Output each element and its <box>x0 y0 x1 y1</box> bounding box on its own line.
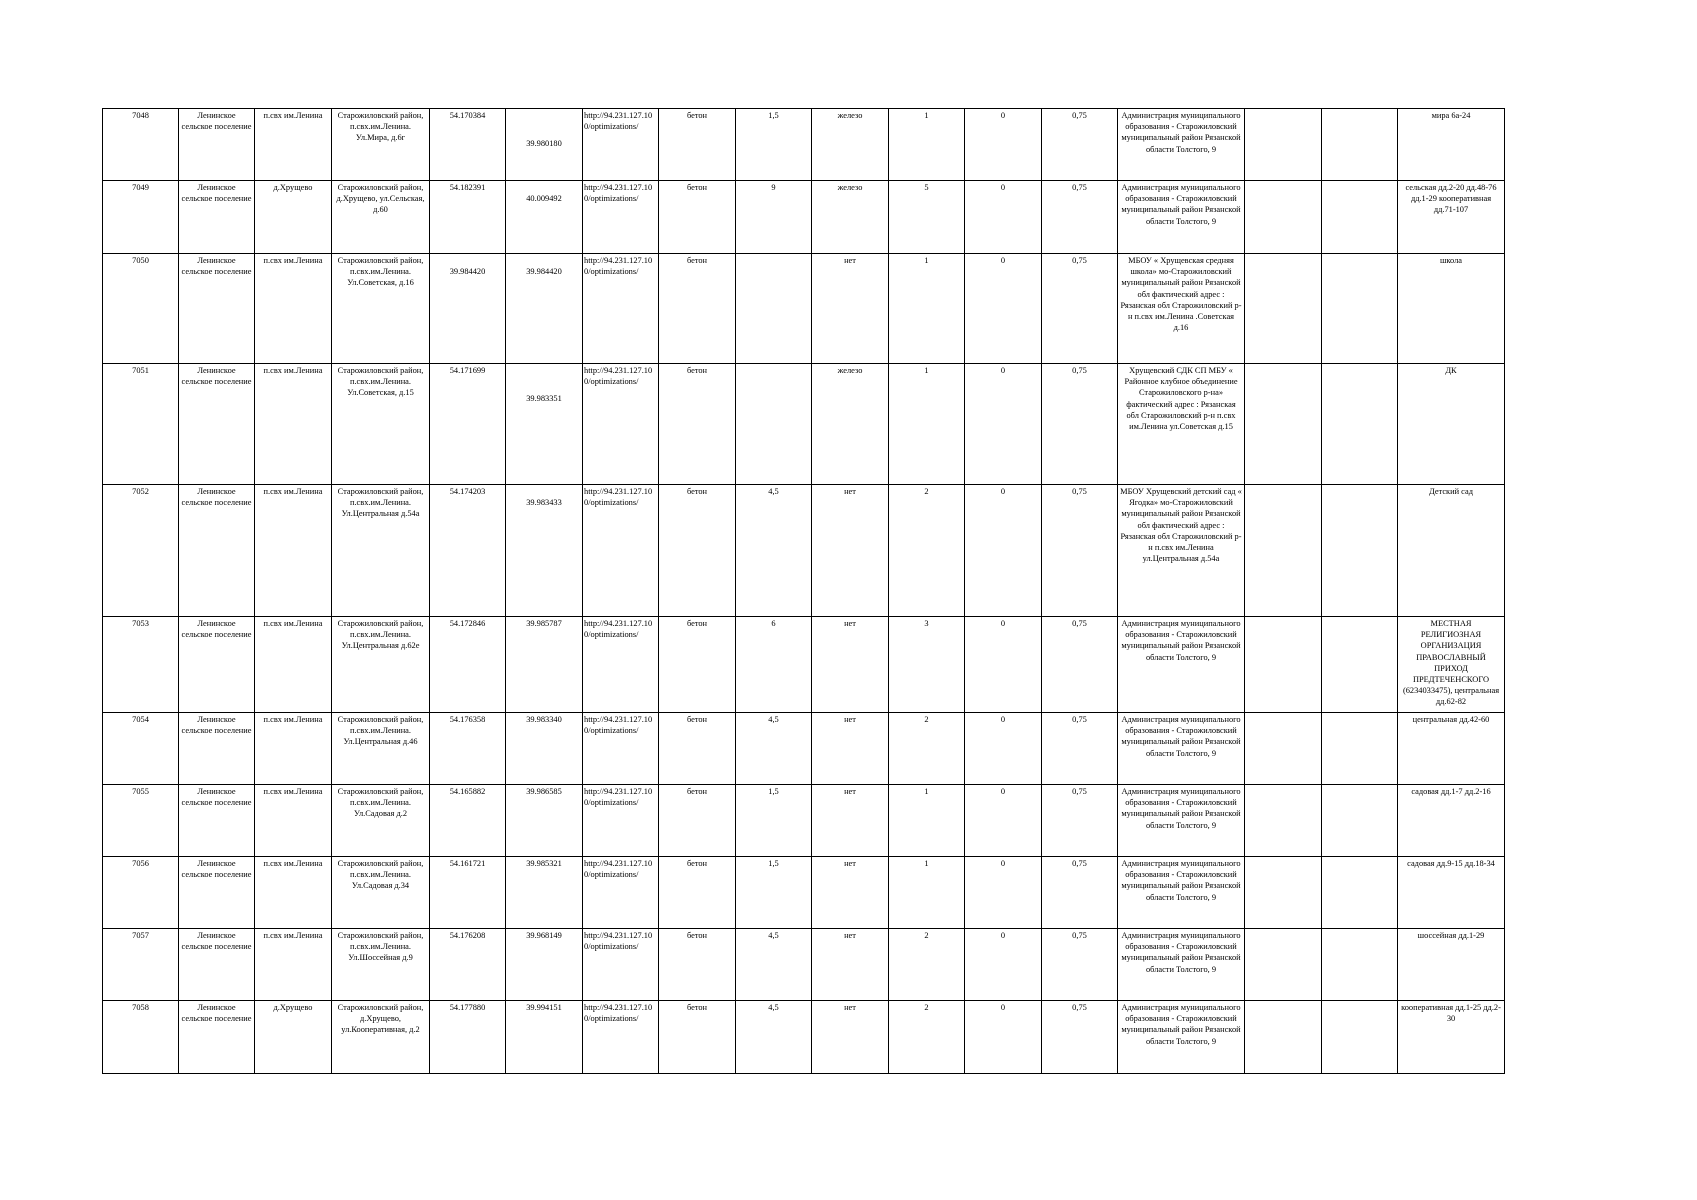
surface-cell: бетон <box>659 785 736 857</box>
area-cell <box>736 364 812 485</box>
latitude-cell <box>430 929 506 1001</box>
waste-sites-table <box>102 108 1505 1074</box>
empty-cell <box>1322 254 1398 364</box>
fence-cell: нет <box>812 254 889 364</box>
latitude-cell <box>430 617 506 713</box>
table-row <box>103 364 1505 485</box>
latitude-cell <box>430 485 506 617</box>
volume-cell: 0,75 <box>1042 929 1118 1001</box>
site-id: 7054 <box>103 713 179 785</box>
containers-cell: 1 <box>889 364 965 485</box>
latitude-cell <box>430 254 506 364</box>
fence-cell: железо <box>812 181 889 254</box>
fence-cell: нет <box>812 713 889 785</box>
empty-cell <box>1245 857 1322 929</box>
table-row <box>103 929 1505 1001</box>
empty-cell <box>1322 1001 1398 1074</box>
empty-cell <box>1245 254 1322 364</box>
locality-cell: д.Хрущево <box>255 181 332 254</box>
containers-cell: 2 <box>889 929 965 1001</box>
longitude-cell <box>506 929 583 1001</box>
containers-cell: 1 <box>889 109 965 181</box>
volume-cell: 0,75 <box>1042 617 1118 713</box>
latitude-cell <box>430 713 506 785</box>
address-cell: Старожиловский район, п.свх.им.Ленина. Ул.Центральная д.62е <box>332 617 430 713</box>
longitude-cell <box>506 713 583 785</box>
map-link[interactable]: http://94.231.127.100/optimizations/ <box>583 254 659 364</box>
fence-cell: нет <box>812 1001 889 1074</box>
owner-cell: Хрущевский СДК СП МБУ « Районное клубное объединение Старожиловского р-на» фактический адрес : Рязанская обл Старожиловский р-н п.свх им.Ленина ул.Советская д.15 <box>1118 364 1245 485</box>
site-id: 7048 <box>103 109 179 181</box>
longitude-cell <box>506 485 583 617</box>
table-row <box>103 785 1505 857</box>
longitude-value: 39.983351 <box>526 394 562 403</box>
locality-cell: п.свх им.Ленина <box>255 109 332 181</box>
owner-cell: Администрация муниципального образования - Старожиловский муниципальный район Рязанской области Толстого, 9 <box>1118 181 1245 254</box>
address-cell: Старожиловский район, п.свх.им.Ленина. Ул.Шоссейная д.9 <box>332 929 430 1001</box>
empty-cell <box>1322 364 1398 485</box>
sources-cell: школа <box>1398 254 1505 364</box>
table-row <box>103 713 1505 785</box>
settlement-cell: Ленинское сельское поселение <box>179 785 255 857</box>
address-cell: Старожиловский район, п.свх.им.Ленина. Ул.Садовая д.34 <box>332 857 430 929</box>
longitude-value: 39.980180 <box>526 139 562 148</box>
surface-cell: бетон <box>659 181 736 254</box>
map-link[interactable]: http://94.231.127.100/optimizations/ <box>583 929 659 1001</box>
map-link[interactable]: http://94.231.127.100/optimizations/ <box>583 713 659 785</box>
empty-cell <box>1322 929 1398 1001</box>
longitude-value: 39.983340 <box>526 715 562 724</box>
owner-cell: Администрация муниципального образования - Старожиловский муниципальный район Рязанской области Толстого, 9 <box>1118 857 1245 929</box>
empty-cell <box>1245 1001 1322 1074</box>
site-id: 7050 <box>103 254 179 364</box>
longitude-cell <box>506 364 583 485</box>
empty-cell <box>1322 109 1398 181</box>
settlement-cell: Ленинское сельское поселение <box>179 1001 255 1074</box>
locality-cell: д.Хрущево <box>255 1001 332 1074</box>
extra-cell: 0 <box>965 857 1042 929</box>
empty-cell <box>1245 485 1322 617</box>
empty-cell <box>1245 181 1322 254</box>
latitude-value: 54.174203 <box>449 487 486 496</box>
address-cell: Старожиловский район, п.свх.им.Ленина. Ул.Мира, д.6г <box>332 109 430 181</box>
longitude-cell <box>506 617 583 713</box>
extra-cell: 0 <box>965 181 1042 254</box>
surface-cell: бетон <box>659 1001 736 1074</box>
empty-cell <box>1245 713 1322 785</box>
fence-cell: железо <box>812 109 889 181</box>
containers-cell: 1 <box>889 857 965 929</box>
surface-cell: бетон <box>659 617 736 713</box>
longitude-cell <box>506 785 583 857</box>
latitude-cell <box>430 364 506 485</box>
sources-cell: кооперативная дд.1-25 дд.2-30 <box>1398 1001 1505 1074</box>
owner-cell: Администрация муниципального образования - Старожиловский муниципальный район Рязанской области Толстого, 9 <box>1118 109 1245 181</box>
owner-cell: Администрация муниципального образования - Старожиловский муниципальный район Рязанской области Толстого, 9 <box>1118 713 1245 785</box>
locality-cell: п.свх им.Ленина <box>255 485 332 617</box>
locality-cell: п.свх им.Ленина <box>255 785 332 857</box>
empty-cell <box>1245 109 1322 181</box>
volume-cell: 0,75 <box>1042 857 1118 929</box>
volume-cell: 0,75 <box>1042 485 1118 617</box>
longitude-value: 39.986585 <box>526 787 562 796</box>
containers-cell: 2 <box>889 713 965 785</box>
site-id: 7057 <box>103 929 179 1001</box>
surface-cell: бетон <box>659 929 736 1001</box>
latitude-cell <box>430 1001 506 1074</box>
latitude-value: 54.176208 <box>449 931 486 940</box>
table-row <box>103 485 1505 617</box>
address-cell: Старожиловский район, п.свх.им.Ленина. Ул.Советская, д.15 <box>332 364 430 485</box>
fence-cell: нет <box>812 485 889 617</box>
area-cell: 4,5 <box>736 929 812 1001</box>
fence-cell: нет <box>812 929 889 1001</box>
table-row <box>103 254 1505 364</box>
area-cell <box>736 254 812 364</box>
sources-cell: мира 6а-24 <box>1398 109 1505 181</box>
latitude-cell <box>430 181 506 254</box>
site-id: 7056 <box>103 857 179 929</box>
surface-cell: бетон <box>659 109 736 181</box>
empty-cell <box>1245 785 1322 857</box>
empty-cell <box>1245 929 1322 1001</box>
locality-cell: п.свх им.Ленина <box>255 713 332 785</box>
empty-cell <box>1322 485 1398 617</box>
sources-cell: ДК <box>1398 364 1505 485</box>
site-id: 7058 <box>103 1001 179 1074</box>
address-cell: Старожиловский район, п.свх.им.Ленина. Ул.Центральная д.46 <box>332 713 430 785</box>
longitude-value: 39.985321 <box>526 859 562 868</box>
extra-cell: 0 <box>965 1001 1042 1074</box>
owner-cell: Администрация муниципального образования - Старожиловский муниципальный район Рязанской области Толстого, 9 <box>1118 617 1245 713</box>
surface-cell: бетон <box>659 364 736 485</box>
address-cell: Старожиловский район, д.Хрущево, ул.Кооперативная, д.2 <box>332 1001 430 1074</box>
site-id: 7051 <box>103 364 179 485</box>
sources-cell: садовая дд.9-15 дд.18-34 <box>1398 857 1505 929</box>
empty-cell <box>1322 713 1398 785</box>
map-link[interactable]: http://94.231.127.100/optimizations/ <box>583 181 659 254</box>
owner-cell: Администрация муниципального образования - Старожиловский муниципальный район Рязанской области Толстого, 9 <box>1118 1001 1245 1074</box>
longitude-cell <box>506 254 583 364</box>
table-row <box>103 617 1505 713</box>
address-cell: Старожиловский район, п.свх.им.Ленина. Ул.Советская, д.16 <box>332 254 430 364</box>
area-cell: 4,5 <box>736 713 812 785</box>
surface-cell: бетон <box>659 713 736 785</box>
sources-cell: шоссейная дд.1-29 <box>1398 929 1505 1001</box>
latitude-cell <box>430 857 506 929</box>
settlement-cell: Ленинское сельское поселение <box>179 181 255 254</box>
map-link[interactable]: http://94.231.127.100/optimizations/ <box>583 109 659 181</box>
area-cell: 1,5 <box>736 857 812 929</box>
locality-cell: п.свх им.Ленина <box>255 857 332 929</box>
empty-cell <box>1322 785 1398 857</box>
owner-cell: Администрация муниципального образования - Старожиловский муниципальный район Рязанской области Толстого, 9 <box>1118 785 1245 857</box>
area-cell: 1,5 <box>736 109 812 181</box>
settlement-cell: Ленинское сельское поселение <box>179 713 255 785</box>
containers-cell: 1 <box>889 785 965 857</box>
owner-cell: МБОУ « Хрущевская средняя школа» мо-Старожиловский муниципальный район Рязанской обл фактический адрес : Рязанская обл Старожиловский р-н п.свх им.Ленина .Советская д.16 <box>1118 254 1245 364</box>
settlement-cell: Ленинское сельское поселение <box>179 617 255 713</box>
surface-cell: бетон <box>659 254 736 364</box>
volume-cell: 0,75 <box>1042 254 1118 364</box>
settlement-cell: Ленинское сельское поселение <box>179 857 255 929</box>
longitude-cell <box>506 109 583 181</box>
sources-cell: центральная дд.42-60 <box>1398 713 1505 785</box>
map-link[interactable]: http://94.231.127.100/optimizations/ <box>583 485 659 617</box>
longitude-cell <box>506 1001 583 1074</box>
map-link[interactable]: http://94.231.127.100/optimizations/ <box>583 617 659 713</box>
longitude-value: 39.968149 <box>526 931 562 940</box>
longitude-value: 39.985787 <box>526 619 562 628</box>
extra-cell: 0 <box>965 364 1042 485</box>
surface-cell: бетон <box>659 857 736 929</box>
map-link[interactable]: http://94.231.127.100/optimizations/ <box>583 857 659 929</box>
area-cell: 4,5 <box>736 485 812 617</box>
latitude-value: 54.165882 <box>449 787 486 796</box>
fence-cell: нет <box>812 617 889 713</box>
longitude-cell <box>506 857 583 929</box>
longitude-value: 40.009492 <box>526 194 562 203</box>
address-cell: Старожиловский район, д.Хрущево, ул.Сельская, д.60 <box>332 181 430 254</box>
sources-cell: Детский сад <box>1398 485 1505 617</box>
volume-cell: 0,75 <box>1042 364 1118 485</box>
latitude-value: 39.984420 <box>449 267 486 276</box>
empty-cell <box>1245 617 1322 713</box>
containers-cell: 2 <box>889 1001 965 1074</box>
latitude-cell <box>430 109 506 181</box>
table-row <box>103 857 1505 929</box>
latitude-value: 54.172846 <box>449 619 486 628</box>
owner-cell: МБОУ Хрущевский детский сад « Ягодка» мо-Старожиловский муниципальный район Рязанской обл фактический адрес : Рязанская обл Старожиловский р-н п.свх им.Ленина ул.Центральная д.54а <box>1118 485 1245 617</box>
containers-cell: 3 <box>889 617 965 713</box>
latitude-value: 54.177880 <box>449 1003 486 1012</box>
volume-cell: 0,75 <box>1042 713 1118 785</box>
sources-cell: МЕСТНАЯ РЕЛИГИОЗНАЯ ОРГАНИЗАЦИЯ ПРАВОСЛАВНЫЙ ПРИХОД ПРЕДТЕЧЕНСКОГО (6234033475), центральная дд.62-82 <box>1398 617 1505 713</box>
longitude-value: 39.994151 <box>526 1003 562 1012</box>
latitude-value: 54.176358 <box>449 715 486 724</box>
settlement-cell: Ленинское сельское поселение <box>179 929 255 1001</box>
locality-cell: п.свх им.Ленина <box>255 254 332 364</box>
longitude-cell <box>506 181 583 254</box>
locality-cell: п.свх им.Ленина <box>255 617 332 713</box>
map-link[interactable]: http://94.231.127.100/optimizations/ <box>583 785 659 857</box>
extra-cell: 0 <box>965 617 1042 713</box>
area-cell: 9 <box>736 181 812 254</box>
volume-cell: 0,75 <box>1042 109 1118 181</box>
map-link[interactable]: http://94.231.127.100/optimizations/ <box>583 1001 659 1074</box>
site-id: 7053 <box>103 617 179 713</box>
containers-cell: 2 <box>889 485 965 617</box>
settlement-cell: Ленинское сельское поселение <box>179 254 255 364</box>
fence-cell: нет <box>812 857 889 929</box>
latitude-cell <box>430 785 506 857</box>
containers-cell: 1 <box>889 254 965 364</box>
locality-cell: п.свх им.Ленина <box>255 364 332 485</box>
surface-cell: бетон <box>659 485 736 617</box>
extra-cell: 0 <box>965 485 1042 617</box>
empty-cell <box>1322 617 1398 713</box>
volume-cell: 0,75 <box>1042 181 1118 254</box>
longitude-value: 39.983433 <box>526 498 562 507</box>
extra-cell: 0 <box>965 929 1042 1001</box>
area-cell: 4,5 <box>736 1001 812 1074</box>
address-cell: Старожиловский район, п.свх.им.Ленина. Ул.Центральная д.54а <box>332 485 430 617</box>
latitude-value: 54.161721 <box>449 859 486 868</box>
owner-cell: Администрация муниципального образования - Старожиловский муниципальный район Рязанской области Толстого, 9 <box>1118 929 1245 1001</box>
settlement-cell: Ленинское сельское поселение <box>179 364 255 485</box>
longitude-value: 39.984420 <box>526 267 562 276</box>
sources-cell: садовая дд.1-7 дд.2-16 <box>1398 785 1505 857</box>
site-id: 7052 <box>103 485 179 617</box>
table-row <box>103 109 1505 181</box>
latitude-value: 54.171699 <box>449 366 486 375</box>
empty-cell <box>1322 857 1398 929</box>
latitude-value: 54.170384 <box>449 111 486 120</box>
empty-cell <box>1322 181 1398 254</box>
settlement-cell: Ленинское сельское поселение <box>179 485 255 617</box>
extra-cell: 0 <box>965 254 1042 364</box>
table-row <box>103 181 1505 254</box>
containers-cell: 5 <box>889 181 965 254</box>
latitude-value: 54.182391 <box>449 183 486 192</box>
sources-cell: сельская дд.2-20 дд.48-76 дд.1-29 кооперативная дд.71-107 <box>1398 181 1505 254</box>
extra-cell: 0 <box>965 109 1042 181</box>
site-id: 7055 <box>103 785 179 857</box>
settlement-cell: Ленинское сельское поселение <box>179 109 255 181</box>
extra-cell: 0 <box>965 785 1042 857</box>
site-id: 7049 <box>103 181 179 254</box>
area-cell: 6 <box>736 617 812 713</box>
locality-cell: п.свх им.Ленина <box>255 929 332 1001</box>
fence-cell: железо <box>812 364 889 485</box>
map-link[interactable]: http://94.231.127.100/optimizations/ <box>583 364 659 485</box>
volume-cell: 0,75 <box>1042 785 1118 857</box>
address-cell: Старожиловский район, п.свх.им.Ленина. Ул.Садовая д.2 <box>332 785 430 857</box>
extra-cell: 0 <box>965 713 1042 785</box>
table-row <box>103 1001 1505 1074</box>
fence-cell: нет <box>812 785 889 857</box>
empty-cell <box>1245 364 1322 485</box>
area-cell: 1,5 <box>736 785 812 857</box>
volume-cell: 0,75 <box>1042 1001 1118 1074</box>
